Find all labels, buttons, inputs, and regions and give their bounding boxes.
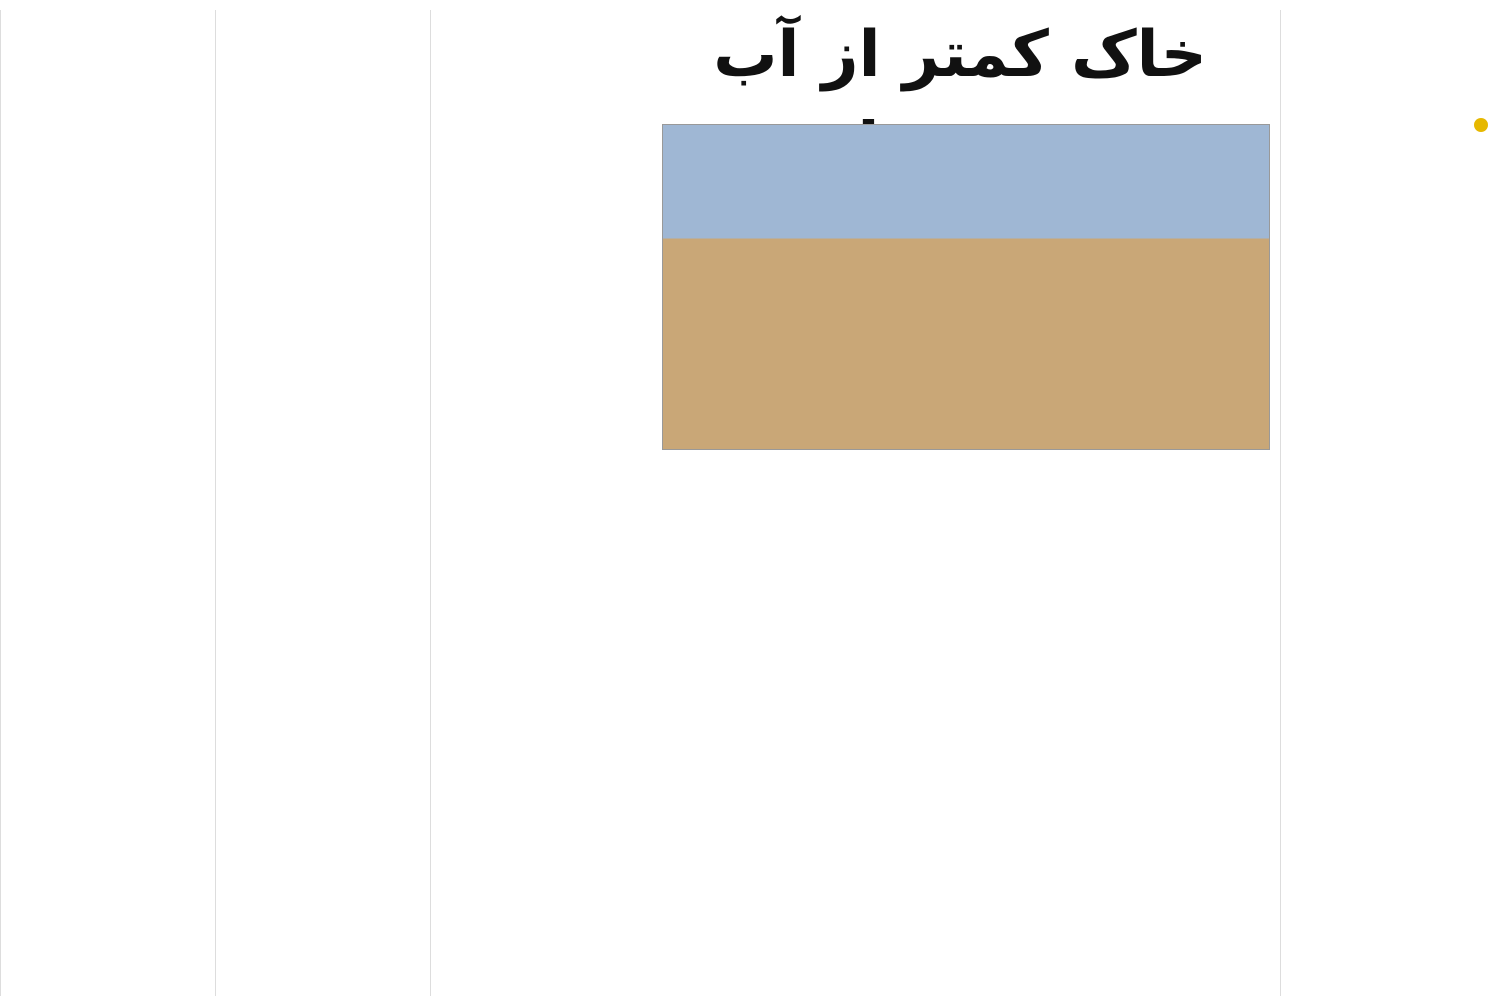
column-4 [1280, 10, 1491, 996]
column-3 [430, 10, 651, 996]
headline: خاک کمتر از آب [713, 18, 1207, 92]
cracked-earth-photo [662, 124, 1270, 450]
column-2 [215, 10, 426, 996]
column-1 [0, 10, 211, 996]
